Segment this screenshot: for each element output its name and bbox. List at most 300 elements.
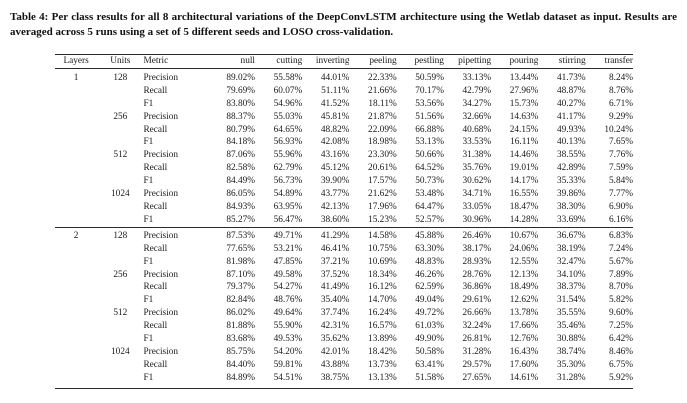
metric-cell: F1 (143, 334, 154, 345)
value-cell: 18.34% (368, 269, 397, 280)
value-cell: 40.13% (556, 137, 586, 148)
value-cell: 6.42% (608, 334, 633, 345)
value-cell: 42.89% (556, 163, 586, 174)
value-cell: 7.59% (608, 163, 633, 174)
value-cell: 21.66% (368, 85, 397, 96)
paper-page (0, 10, 687, 403)
value-cell: 77.65% (226, 243, 256, 254)
metric-cell: Precision (143, 227, 207, 242)
value-cell: 32.47% (556, 256, 586, 267)
col-header-pipetting: pipetting (458, 56, 492, 66)
value-cell: 64.65% (273, 124, 303, 135)
value-cell: 6.83% (586, 227, 633, 242)
value-cell: 36.86% (462, 282, 492, 293)
table-row (55, 346, 633, 359)
value-cell: 6.16% (608, 214, 633, 225)
value-cell: 48.87% (556, 85, 586, 96)
table-row (55, 175, 633, 188)
value-cell: 85.75% (226, 346, 256, 357)
value-cell: 53.21% (273, 243, 303, 254)
value-cell: 70.17% (415, 85, 444, 96)
value-cell: 39.90% (320, 176, 350, 187)
value-cell: 30.96% (462, 214, 492, 225)
metric-cell: F1 (143, 98, 154, 109)
metric-cell: Recall (143, 282, 168, 293)
value-cell: 84.40% (226, 359, 256, 370)
value-cell: 18.47% (509, 201, 539, 212)
layers-cell (55, 162, 97, 175)
value-cell: 31.54% (556, 295, 586, 306)
table-row (55, 307, 633, 320)
value-cell: 37.74% (320, 308, 350, 319)
value-cell: 10.75% (368, 243, 397, 254)
value-cell: 16.57% (368, 321, 397, 332)
layers-cell (55, 333, 97, 346)
layers-cell (55, 307, 97, 320)
metric-cell: F1 (143, 176, 154, 187)
layers-cell (55, 149, 97, 162)
value-cell: 21.87% (368, 111, 397, 122)
value-cell: 33.53% (462, 137, 492, 148)
value-cell: 55.58% (273, 72, 303, 83)
value-cell: 29.61% (462, 295, 492, 306)
metric-cell: F1 (143, 256, 154, 267)
value-cell: 16.12% (368, 282, 397, 293)
metric-cell: Recall (143, 321, 168, 332)
value-cell: 54.96% (273, 98, 303, 109)
value-cell: 47.85% (273, 256, 303, 267)
metric-cell: Precision (143, 346, 179, 357)
value-cell: 63.30% (415, 243, 444, 254)
table-row (55, 136, 633, 149)
value-cell: 81.98% (226, 256, 256, 267)
units-cell (97, 281, 143, 294)
value-cell: 39.86% (556, 189, 586, 200)
col-header-metric: Metric (143, 56, 169, 66)
table-row (55, 124, 633, 137)
value-cell: 45.81% (320, 111, 350, 122)
value-cell: 26.81% (462, 334, 492, 345)
value-cell: 50.59% (415, 72, 444, 83)
value-cell: 48.83% (415, 256, 444, 267)
value-cell: 45.12% (320, 163, 350, 174)
metric-cell: F1 (143, 295, 154, 306)
value-cell: 66.88% (415, 124, 444, 135)
metric-cell: F1 (143, 372, 154, 383)
value-cell: 55.03% (273, 111, 303, 122)
table-row (55, 162, 633, 175)
table-row (55, 281, 633, 294)
value-cell: 35.62% (320, 334, 350, 345)
value-cell: 84.93% (226, 201, 256, 212)
value-cell: 36.67% (538, 227, 585, 242)
value-cell: 63.95% (273, 201, 303, 212)
value-cell: 26.46% (444, 227, 491, 242)
units-cell (97, 98, 143, 111)
units-cell: 256 (113, 269, 128, 280)
units-cell (97, 333, 143, 346)
layers-cell (55, 346, 97, 359)
metric-cell: Precision (143, 111, 179, 122)
table-caption: Table 4: Per class results for all 8 architectural variations of the DeepConvLSTM architecture using the Wetlab dataset as input. Results are averaged across 5 runs using a set of 5 different seeds and LOSO cross-validation. (10, 11, 677, 38)
value-cell: 87.53% (208, 227, 255, 242)
value-cell: 50.66% (415, 150, 444, 161)
value-cell: 42.01% (320, 346, 350, 357)
value-cell: 18.11% (368, 98, 397, 109)
value-cell: 46.26% (415, 269, 444, 280)
value-cell: 5.67% (608, 256, 633, 267)
units-cell (97, 372, 143, 388)
table-row (55, 149, 633, 162)
metric-cell: Recall (143, 201, 168, 212)
value-cell: 17.57% (368, 176, 397, 187)
value-cell: 43.88% (320, 359, 350, 370)
metric-cell: F1 (143, 137, 154, 148)
value-cell: 54.89% (273, 189, 303, 200)
col-header-stirring: stirring (558, 56, 586, 66)
value-cell: 54.20% (273, 346, 303, 357)
value-cell: 14.58% (349, 227, 396, 242)
value-cell: 31.28% (462, 346, 492, 357)
value-cell: 33.69% (556, 214, 586, 225)
value-cell: 60.07% (273, 85, 303, 96)
units-cell (97, 175, 143, 188)
layers-cell: 1 (73, 72, 79, 83)
value-cell: 38.17% (462, 243, 492, 254)
value-cell: 54.27% (273, 282, 303, 293)
value-cell: 43.77% (320, 189, 350, 200)
layers-cell (55, 359, 97, 372)
table-row (55, 201, 633, 214)
value-cell: 41.73% (556, 72, 586, 83)
metric-cell: Recall (143, 163, 168, 174)
value-cell: 7.24% (608, 243, 633, 254)
value-cell: 41.52% (320, 98, 350, 109)
value-cell: 10.67% (491, 227, 538, 242)
value-cell: 13.44% (509, 72, 539, 83)
value-cell: 6.90% (608, 201, 633, 212)
value-cell: 14.17% (509, 176, 539, 187)
value-cell: 35.46% (556, 321, 586, 332)
value-cell: 85.27% (226, 214, 256, 225)
value-cell: 30.62% (462, 176, 492, 187)
layers-cell (55, 320, 97, 333)
table-header (55, 55, 633, 69)
value-cell: 8.46% (608, 346, 633, 357)
value-cell: 27.65% (462, 372, 492, 383)
value-cell: 46.41% (320, 243, 350, 254)
value-cell: 7.25% (608, 321, 633, 332)
value-cell: 9.29% (608, 111, 633, 122)
value-cell: 15.73% (509, 98, 539, 109)
layers-cell (55, 256, 97, 269)
value-cell: 34.10% (556, 269, 586, 280)
value-cell: 38.75% (320, 372, 350, 383)
value-cell: 12.76% (509, 334, 539, 345)
value-cell: 9.60% (608, 308, 633, 319)
metric-cell: Recall (143, 359, 168, 370)
value-cell: 64.52% (415, 163, 444, 174)
value-cell: 86.02% (226, 308, 256, 319)
value-cell: 42.08% (320, 137, 350, 148)
units-cell (97, 214, 143, 227)
value-cell: 27.96% (509, 85, 539, 96)
col-header-layers: Layers (63, 56, 89, 66)
value-cell: 33.13% (462, 72, 492, 83)
layers-cell (55, 201, 97, 214)
value-cell: 12.55% (509, 256, 539, 267)
metric-cell: F1 (143, 214, 154, 225)
value-cell: 16.55% (509, 189, 539, 200)
col-header-cutting: cutting (276, 56, 303, 66)
table-row (55, 85, 633, 98)
metric-cell: Precision (143, 269, 179, 280)
units-cell (97, 201, 143, 214)
units-cell (97, 294, 143, 307)
value-cell: 20.61% (368, 163, 397, 174)
value-cell: 86.05% (226, 189, 256, 200)
value-cell: 7.77% (608, 189, 633, 200)
table-row (55, 243, 633, 256)
value-cell: 38.55% (556, 150, 586, 161)
layers-cell (55, 294, 97, 307)
value-cell: 38.30% (556, 201, 586, 212)
table-row (55, 98, 633, 111)
metric-cell: Recall (143, 124, 168, 135)
value-cell: 15.23% (368, 214, 397, 225)
value-cell: 61.03% (415, 321, 444, 332)
value-cell: 24.06% (509, 243, 539, 254)
table-row (55, 333, 633, 346)
value-cell: 5.84% (608, 176, 633, 187)
col-header-inverting: inverting (315, 56, 350, 66)
value-cell: 22.09% (368, 124, 397, 135)
value-cell: 18.98% (368, 137, 397, 148)
value-cell: 14.28% (509, 214, 539, 225)
value-cell: 56.47% (273, 214, 303, 225)
value-cell: 53.56% (415, 98, 444, 109)
value-cell: 48.82% (320, 124, 350, 135)
value-cell: 41.17% (556, 111, 586, 122)
layers-cell (55, 175, 97, 188)
value-cell: 52.57% (415, 214, 444, 225)
layers-cell (55, 98, 97, 111)
value-cell: 8.24% (608, 72, 633, 83)
value-cell: 38.74% (556, 346, 586, 357)
value-cell: 38.19% (556, 243, 586, 254)
layers-cell (55, 269, 97, 282)
value-cell: 37.52% (320, 269, 350, 280)
layers-cell (55, 136, 97, 149)
value-cell: 17.96% (368, 201, 397, 212)
value-cell: 24.15% (509, 124, 539, 135)
units-cell: 128 (113, 72, 128, 83)
units-cell (97, 162, 143, 175)
table-row (55, 294, 633, 307)
value-cell: 79.37% (226, 282, 256, 293)
value-cell: 7.65% (608, 137, 633, 148)
value-cell: 10.24% (604, 124, 633, 135)
value-cell: 29.57% (462, 359, 492, 370)
metric-cell: Recall (143, 243, 168, 254)
table-row (55, 256, 633, 269)
value-cell: 62.79% (273, 163, 303, 174)
value-cell: 84.18% (226, 137, 256, 148)
value-cell: 22.33% (368, 72, 397, 83)
value-cell: 42.79% (462, 85, 492, 96)
layers-cell (55, 85, 97, 98)
units-cell (97, 124, 143, 137)
value-cell: 21.62% (368, 189, 397, 200)
value-cell: 84.49% (226, 176, 256, 187)
layers-cell (55, 281, 97, 294)
value-cell: 23.30% (368, 150, 397, 161)
value-cell: 42.31% (320, 321, 350, 332)
metric-cell: Precision (143, 189, 179, 200)
value-cell: 41.29% (302, 227, 349, 242)
value-cell: 35.76% (462, 163, 492, 174)
units-cell (97, 256, 143, 269)
value-cell: 6.75% (608, 359, 633, 370)
value-cell: 62.59% (415, 282, 444, 293)
units-cell: 512 (113, 150, 128, 161)
value-cell: 5.92% (608, 372, 633, 383)
value-cell: 8.70% (608, 282, 633, 293)
value-cell: 83.80% (226, 98, 256, 109)
value-cell: 18.49% (509, 282, 539, 293)
value-cell: 87.10% (226, 269, 256, 280)
col-header-null: null (240, 56, 256, 66)
value-cell: 51.11% (321, 85, 350, 96)
units-cell (97, 85, 143, 98)
units-cell: 512 (113, 308, 128, 319)
value-cell: 7.89% (608, 269, 633, 280)
layers-cell (55, 124, 97, 137)
value-cell: 28.93% (462, 256, 492, 267)
layers-cell (55, 243, 97, 256)
value-cell: 43.16% (320, 150, 350, 161)
value-cell: 31.38% (462, 150, 492, 161)
value-cell: 33.05% (462, 201, 492, 212)
layers-cell (55, 111, 97, 124)
value-cell: 42.13% (320, 201, 350, 212)
value-cell: 13.73% (368, 359, 397, 370)
value-cell: 30.88% (556, 334, 586, 345)
value-cell: 82.58% (226, 163, 256, 174)
value-cell: 53.48% (415, 189, 444, 200)
value-cell: 79.69% (226, 85, 256, 96)
value-cell: 5.82% (608, 295, 633, 306)
value-cell: 82.84% (226, 295, 256, 306)
value-cell: 53.13% (415, 137, 444, 148)
value-cell: 84.89% (226, 372, 256, 383)
units-cell (97, 320, 143, 333)
value-cell: 51.58% (415, 372, 444, 383)
value-cell: 26.66% (462, 308, 492, 319)
value-cell: 7.76% (608, 150, 633, 161)
value-cell: 16.11% (510, 137, 539, 148)
units-cell (97, 243, 143, 256)
value-cell: 34.27% (462, 98, 492, 109)
value-cell: 14.63% (509, 111, 539, 122)
value-cell: 35.30% (556, 359, 586, 370)
value-cell: 51.56% (415, 111, 444, 122)
table-body (55, 68, 633, 388)
table-row (55, 68, 633, 84)
value-cell: 83.68% (226, 334, 256, 345)
table-row (55, 269, 633, 282)
col-header-transfer: transfer (604, 56, 633, 66)
units-cell: 1024 (111, 189, 130, 200)
value-cell: 14.61% (509, 372, 539, 383)
value-cell: 59.81% (273, 359, 303, 370)
value-cell: 13.13% (368, 372, 397, 383)
value-cell: 88.37% (226, 111, 256, 122)
value-cell: 44.01% (320, 72, 350, 83)
value-cell: 80.79% (226, 124, 256, 135)
value-cell: 13.78% (509, 308, 539, 319)
value-cell: 48.76% (273, 295, 303, 306)
units-cell: 1024 (111, 346, 130, 357)
value-cell: 49.90% (415, 334, 444, 345)
value-cell: 19.01% (509, 163, 539, 174)
units-cell (97, 359, 143, 372)
metric-cell: Precision (143, 72, 179, 83)
table-row (55, 214, 633, 227)
value-cell: 17.66% (509, 321, 539, 332)
value-cell: 35.33% (556, 176, 586, 187)
value-cell: 49.93% (556, 124, 586, 135)
table-header-row (55, 55, 633, 69)
value-cell: 41.49% (320, 282, 350, 293)
value-cell: 49.64% (273, 308, 303, 319)
table-row (55, 359, 633, 372)
value-cell: 14.46% (509, 150, 539, 161)
layers-cell (55, 188, 97, 201)
value-cell: 13.89% (368, 334, 397, 345)
col-header-units: Units (110, 56, 131, 66)
value-cell: 87.06% (226, 150, 256, 161)
value-cell: 50.58% (415, 346, 444, 357)
metric-cell: Precision (143, 150, 179, 161)
value-cell: 18.42% (368, 346, 397, 357)
table-row (55, 320, 633, 333)
results-table (55, 54, 633, 389)
value-cell: 40.68% (462, 124, 492, 135)
value-cell: 28.76% (462, 269, 492, 280)
units-cell (97, 136, 143, 149)
value-cell: 38.37% (556, 282, 586, 293)
value-cell: 49.71% (255, 227, 302, 242)
value-cell: 35.55% (556, 308, 586, 319)
value-cell: 55.96% (273, 150, 303, 161)
value-cell: 12.62% (509, 295, 539, 306)
value-cell: 31.28% (556, 372, 586, 383)
layers-cell (55, 372, 97, 388)
value-cell: 12.13% (509, 269, 539, 280)
value-cell: 49.72% (415, 308, 444, 319)
value-cell: 81.88% (226, 321, 256, 332)
value-cell: 49.58% (273, 269, 303, 280)
units-cell: 256 (113, 111, 128, 122)
layers-cell: 2 (55, 227, 97, 242)
value-cell: 50.73% (415, 176, 444, 187)
value-cell: 14.70% (368, 295, 397, 306)
value-cell: 35.40% (320, 295, 350, 306)
value-cell: 37.21% (320, 256, 350, 267)
value-cell: 17.60% (509, 359, 539, 370)
value-cell: 54.51% (273, 372, 303, 383)
